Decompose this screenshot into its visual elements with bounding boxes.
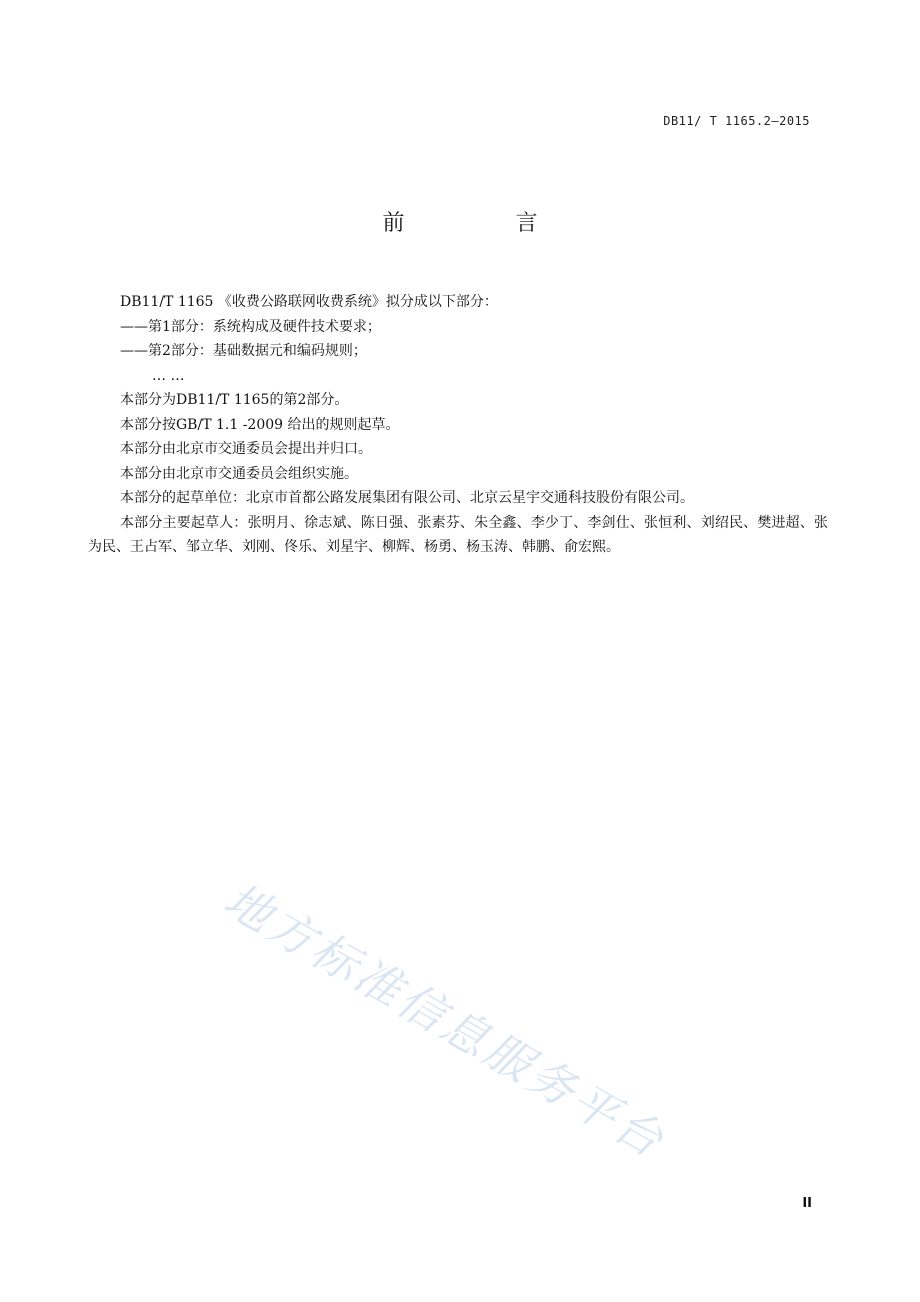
paragraph-part-1: ——第1部分：系统构成及硬件技术要求； [120, 318, 381, 335]
paragraph-ellipsis: … … [152, 367, 185, 384]
page-number: II [802, 1196, 812, 1211]
paragraph-proposer: 本部分由北京市交通委员会提出并归口。 [120, 441, 372, 457]
paragraph-implementer: 本部分由北京市交通委员会组织实施。 [120, 465, 358, 482]
watermark: 地方标准信息服务平台 [215, 872, 676, 1169]
paragraph-parts-intro: DB11/T 1165 《收费公路联网收费系统》拟分成以下部分： [120, 294, 498, 310]
page-title: 前 言 [382, 211, 590, 236]
paragraph-drafting-units: 本部分的起草单位：北京市首都公路发展集团有限公司、北京云星宇交通科技股份有限公司。 [120, 490, 694, 506]
document-code: DB11/ T 1165.2—2015 [663, 114, 810, 128]
paragraph-drafters: 本部分主要起草人：张明月、徐志斌、陈日强、张素芬、朱全鑫、李少丁、李剑仕、张恒利、刘绍民、樊进超、张为民、王占军、邹立华、刘刚、佟乐、刘星宇、柳辉、杨勇、杨玉涛、韩鹏、俞宏熙。 [88, 514, 828, 555]
paragraph-this-part: 本部分为DB11/T 1165的第2部分。 [120, 392, 349, 408]
foreword-body [88, 290, 828, 560]
paragraph-drafting-rules: 本部分按GB/T 1.1 -2009 给出的规则起草。 [120, 416, 400, 433]
paragraph-part-2: ——第2部分：基础数据元和编码规则； [120, 343, 367, 359]
